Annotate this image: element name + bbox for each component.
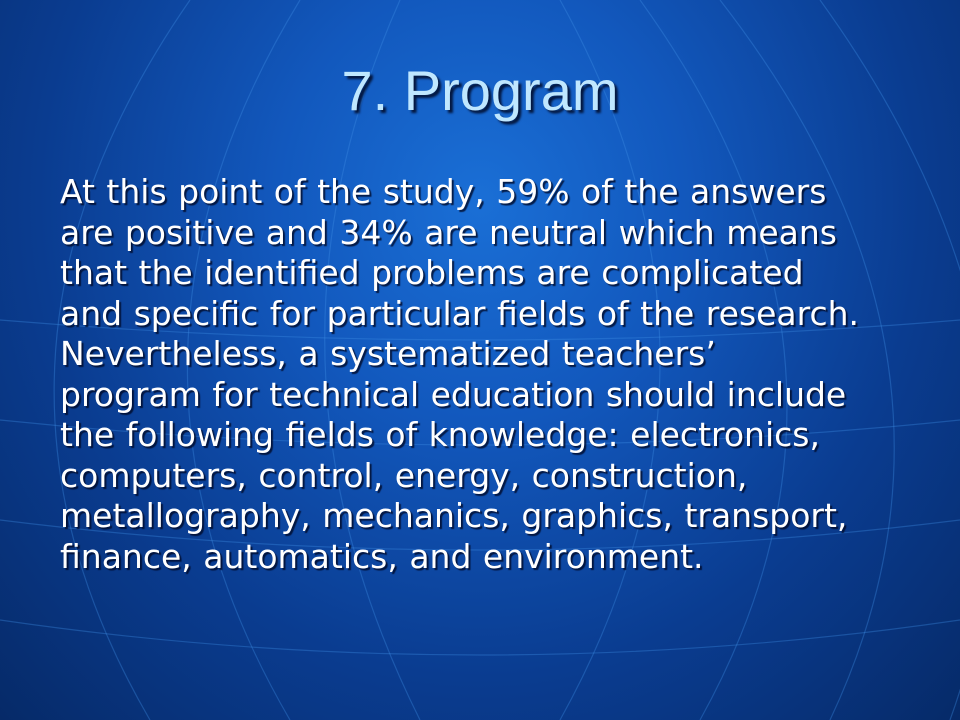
slide-body-text: At this point of the study, 59% of the answers are positive and 34% are neutral which means that the identified problems are complicated and specific for particular fields of the research. Nevertheless, a systematized teachers’ program for technical education should include the following fields of knowledge: electronics, computers, control, energy, construction, metallography, mechanics, graphics, transport, finance, automatics, and environment. — [60, 172, 860, 576]
slide-title: 7. Program — [341, 59, 619, 122]
